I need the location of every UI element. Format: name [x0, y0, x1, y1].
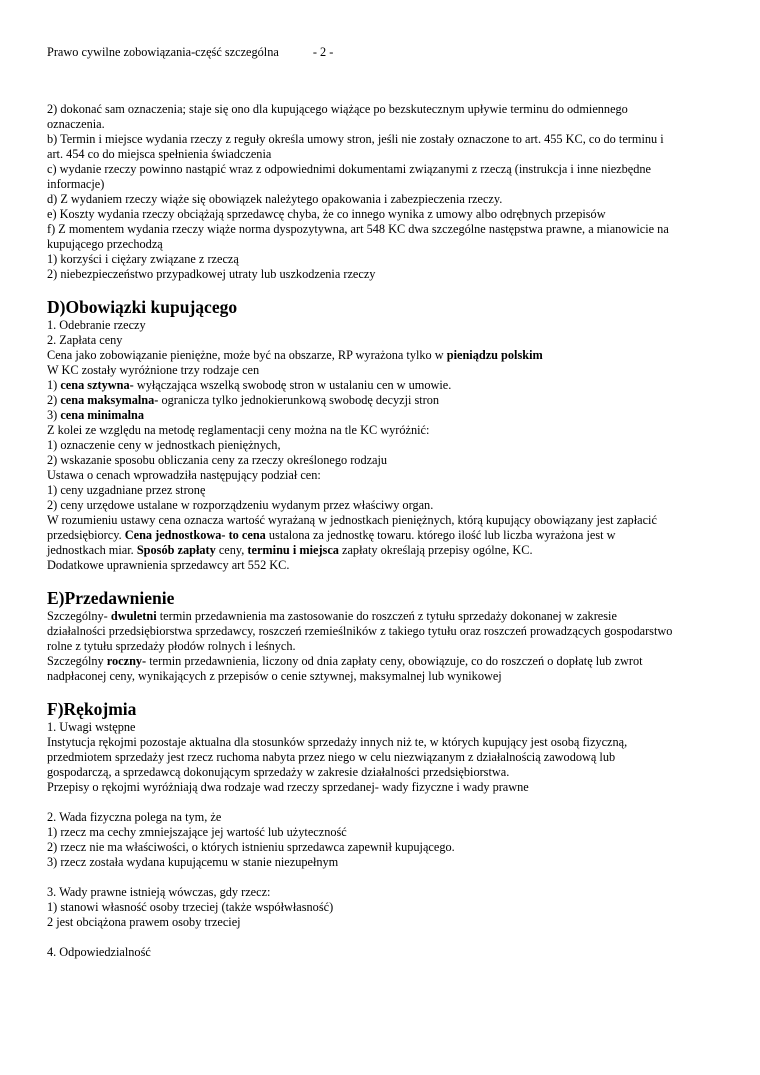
- text-line: przedmiotem sprzedaży jest rzecz ruchoma nabyta przez niego w celu niezwiązanym z działalnością zawodową lub: [47, 750, 616, 764]
- bold-term: cena minimalna: [60, 408, 145, 422]
- text-run: 3): [47, 408, 61, 422]
- text-run: wyłączająca wszelką swobodę stron w ustalaniu cen w umowie.: [133, 378, 452, 392]
- text-line: [47, 348, 707, 363]
- text-line: 1) oznaczenie ceny w jednostkach pieniężnych,: [47, 438, 281, 452]
- text-line: 2. Wada fizyczna polega na tym, że: [47, 810, 222, 824]
- text-line: działalności przedsiębiorstwa sprzedawcy, roszczeń rzemieślników z takiego tytułu oraz roszczeń prowadzących gospodarstwo: [47, 624, 673, 638]
- text-run: Cena jako zobowiązanie pieniężne, może być na obszarze, RP wyrażona tylko w: [47, 348, 447, 362]
- continued-section: [47, 102, 707, 282]
- text-run: Szczególny: [47, 654, 107, 668]
- text-line: W KC zostały wyróżnione trzy rodzaje cen: [47, 363, 260, 377]
- text-line: W rozumieniu ustawy cena oznacza wartość wyrażaną w jednostkach pieniężnych, którą kupujący obowiązany jest zapłacić: [47, 513, 657, 527]
- page-number: - 2 -: [312, 45, 334, 59]
- text-run: termin przedawnienia ma zastosowanie do roszczeń z tytułu sprzedaży dokonanej w zakresie: [156, 609, 617, 623]
- bold-term: dwuletni: [110, 609, 157, 623]
- bold-term: cena maksymalna-: [60, 393, 159, 407]
- text-line: 2. Zapłata ceny: [47, 333, 123, 347]
- text-run: przedsiębiorcy.: [47, 528, 125, 542]
- text-run: 2): [47, 393, 61, 407]
- header-title: Prawo cywilne zobowiązania-część szczególna: [47, 45, 279, 59]
- text-run: ogranicza tylko jednokierunkową swobodę decyzji stron: [158, 393, 440, 407]
- section-heading: F)Rękojmia: [47, 699, 137, 719]
- text-line: Dodatkowe uprawnienia sprzedawcy art 552 KC.: [47, 558, 290, 572]
- text-run: ceny,: [215, 543, 248, 557]
- text-line: Instytucja rękojmi pozostaje aktualna dla stosunków sprzedaży innych niż te, w których kupujący jest osobą fizyczną,: [47, 735, 628, 749]
- bold-term: cena sztywna-: [60, 378, 134, 392]
- text-line: 4. Odpowiedzialność: [47, 945, 151, 959]
- text-run: 1): [47, 378, 61, 392]
- text-line: 2) rzecz nie ma właściwości, o których istnieniu sprzedawca zapewnił kupującego.: [47, 840, 455, 854]
- text-line: oznaczenia.: [47, 117, 105, 131]
- text-line: 3) rzecz została wydana kupującemu w stanie niezupełnym: [47, 855, 339, 869]
- text-line: d) Z wydaniem rzeczy wiąże się obowiązek należytego opakowania i zabezpieczenia rzeczy.: [47, 192, 503, 206]
- document-body: [47, 102, 707, 960]
- text-line: kupującego przechodzą: [47, 237, 163, 251]
- text-line: b) Termin i miejsce wydania rzeczy z reguły określa umowy stron, jeśli nie zostały oznaczone to art. 455 KC, co do terminu i: [47, 132, 664, 146]
- text-line: 1) korzyści i ciężary związane z rzeczą: [47, 252, 239, 266]
- text-line: [47, 609, 707, 624]
- bold-term: roczny-: [106, 654, 147, 668]
- section-rekojmia: [47, 699, 707, 960]
- text-line: 1) rzecz ma cechy zmniejszające jej wartość lub użyteczność: [47, 825, 347, 839]
- text-line: art. 454 co do miejsca spełnienia świadczenia: [47, 147, 272, 161]
- text-line: 1. Odebranie rzeczy: [47, 318, 146, 332]
- bold-term: Cena jednostkowa- to cena: [124, 528, 266, 542]
- text-line: [47, 543, 707, 558]
- text-line: 1) stanowi własność osoby trzeciej (także współwłasność): [47, 900, 334, 914]
- text-line: informacje): [47, 177, 105, 191]
- section-heading: E)Przedawnienie: [47, 588, 175, 608]
- text-line: f) Z momentem wydania rzeczy wiąże norma dyspozytywna, art 548 KC dwa szczególne następstwa prawne, a mianowicie na: [47, 222, 669, 236]
- bold-term: terminu i miejsca: [247, 543, 339, 557]
- text-line: 2 jest obciążona prawem osoby trzeciej: [47, 915, 241, 929]
- section-obowiazki-kupujacego: [47, 297, 707, 573]
- text-run: jednostkach miar.: [47, 543, 137, 557]
- section-przedawnienie: [47, 588, 707, 684]
- section-heading: D)Obowiązki kupującego: [47, 297, 238, 317]
- text-line: e) Koszty wydania rzeczy obciążają sprzedawcę chyba, że co innego wynika z umowy albo odrębnych przepisów: [47, 207, 606, 221]
- text-line: nadpłaconej ceny, wynikających z przepisów o cenie sztywnej, maksymalnej lub wynikowej: [47, 669, 502, 683]
- paragraph-gap: [47, 870, 707, 885]
- text-line: Przepisy o rękojmi wyróżniają dwa rodzaje wad rzeczy sprzedanej- wady fizyczne i wady prawne: [47, 780, 529, 794]
- page-header: [47, 45, 333, 60]
- text-line: 1) ceny uzgadniane przez stronę: [47, 483, 206, 497]
- text-run: ustalona za jednostkę towaru. którego ilość lub liczba wyrażona jest w: [265, 528, 616, 542]
- text-run: zapłaty określają przepisy ogólne, KC.: [338, 543, 533, 557]
- text-line: 1. Uwagi wstępne: [47, 720, 136, 734]
- text-run: termin przedawnienia, liczony od dnia zapłaty ceny, obowiązuje, co do roszczeń o dopłatę lub zwrot: [146, 654, 643, 668]
- text-line: [47, 378, 707, 393]
- paragraph-gap: [47, 795, 707, 810]
- text-line: 3. Wady prawne istnieją wówczas, gdy rzecz:: [47, 885, 271, 899]
- text-line: [47, 393, 707, 408]
- bold-term: pieniądzu polskim: [446, 348, 543, 362]
- text-line: 2) wskazanie sposobu obliczania ceny za rzeczy określonego rodzaju: [47, 453, 388, 467]
- text-line: [47, 408, 707, 423]
- text-line: gospodarczą, a sprzedawcą dokonującym sprzedaży w zakresie działalności przedsiębiorstwa.: [47, 765, 510, 779]
- text-line: 2) dokonać sam oznaczenia; staje się ono dla kupującego wiążące po bezskutecznym upływie terminu do odmiennego: [47, 102, 628, 116]
- text-line: c) wydanie rzeczy powinno nastąpić wraz z odpowiednimi dokumentami związanymi z rzeczą (instrukcja i inne niezbędne: [47, 162, 652, 176]
- text-line: rolne z tytułu sprzedaży płodów rolnych i leśnych.: [47, 639, 296, 653]
- text-line: Z kolei ze względu na metodę reglamentacji ceny można na tle KC wyróżnić:: [47, 423, 430, 437]
- text-line: Ustawa o cenach wprowadziła następujący podział cen:: [47, 468, 321, 482]
- text-line: [47, 654, 707, 669]
- text-line: 2) niebezpieczeństwo przypadkowej utraty lub uszkodzenia rzeczy: [47, 267, 376, 281]
- text-run: Szczególny-: [47, 609, 111, 623]
- text-line: 2) ceny urzędowe ustalane w rozporządzeniu wydanym przez właściwy organ.: [47, 498, 434, 512]
- paragraph-gap: [47, 930, 707, 945]
- bold-term: Sposób zapłaty: [136, 543, 216, 557]
- text-line: [47, 528, 707, 543]
